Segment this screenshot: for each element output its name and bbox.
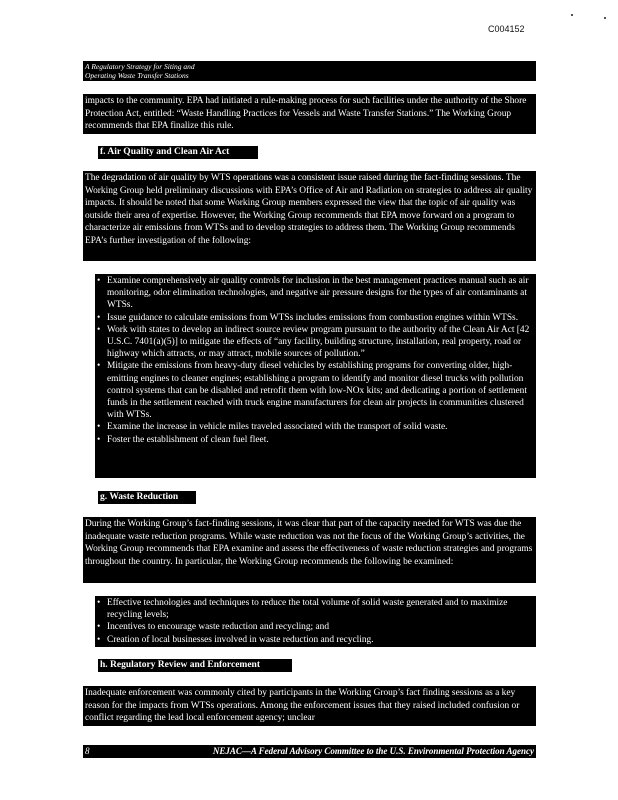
document-id: C004152 [488, 24, 525, 34]
waste-reduction-bullet-list [95, 596, 536, 647]
air-quality-bullet: • Mitigate the emissions from heavy-duty diesel vehicles by establishing programs for converting older, high-emitting engines to cleaner engines; establishing a program to identify and monitor diesel trucks with pollution control systems that can be disabled and retrofit them with low-NOx kits; and dedicating a portion of settlement funds in the settlement reached with truck engine manufacturers for clean air projects in communities clustered with WTSs. [97, 360, 534, 421]
air-quality-bullet: • Examine the increase in vehicle miles traveled associated with the transport of solid waste. [97, 421, 534, 433]
section-heading-air-quality: f. Air Quality and Clean Air Act [98, 146, 258, 159]
regulatory-review-paragraph: Inadequate enforcement was commonly cited by participants in the Working Group’s fact finding sessions as a key reason for the impacts from WTSs operations. Among the enforcement issues that they raised included confusion or conflict regarding the lead local enforcement agency; unclear [83, 686, 536, 726]
intro-paragraph: impacts to the community. EPA had initiated a rule-making process for such facilities under the authority of the Shore Protection Act, entitled: “Waste Handling Practices for Vessels and Waste Transfer Stations.” The Working Group recommends that EPA finalize this rule. [83, 94, 536, 134]
waste-reduction-bullet: • Creation of local businesses involved in waste reduction and recycling. [97, 634, 534, 646]
page-footer [83, 745, 536, 758]
running-head-line-2: Operating Waste Transfer Stations [85, 71, 189, 80]
waste-reduction-paragraph: During the Working Group’s fact-finding sessions, it was clear that part of the capacity needed for WTS was due the inadequate waste reduction programs. While waste reduction was not the focus of the Working Group’s activities, the Working Group recommends that EPA examine and assess the effectiveness of waste reduction strategies and programs throughout the country. In particular, the Working Group recommends the following be examined: [83, 517, 536, 583]
running-head-line-1: A Regulatory Strategy for Siting and [85, 62, 195, 71]
scan-speck [571, 14, 573, 16]
air-quality-paragraph: The degradation of air quality by WTS operations was a consistent issue raised during the fact-finding sessions. The Working Group held preliminary discussions with EPA’s Office of Air and Radiation on strategies to address air quality impacts. It should be noted that some Working Group members expressed the view that the topic of air quality was outside their area of expertise. However, the Working Group recommends that EPA move forward on a program to characterize air emissions from WTSs and to develop strategies to address them. The Working Group recommends EPA’s further investigation of the following: [83, 171, 536, 261]
footer-title: NEJAC—A Federal Advisory Committee to the U.S. Environmental Protection Agency [212, 746, 534, 756]
waste-reduction-bullet: • Incentives to encourage waste reduction and recycling; and [97, 621, 534, 633]
air-quality-bullet: • Examine comprehensively air quality controls for inclusion in the best management practices manual such as air monitoring, odor elimination technologies, and negative air pressure designs for the types of air contaminants at WTSs. [97, 275, 534, 312]
footer-page-number: 8 [85, 746, 90, 756]
section-heading-waste-reduction: g. Waste Reduction [98, 491, 196, 504]
air-quality-bullet: • Foster the establishment of clean fuel fleet. [97, 434, 534, 446]
air-quality-bullet: • Issue guidance to calculate emissions from WTSs includes emissions from combustion engines within WTSs. [97, 312, 534, 324]
air-quality-bullet: • Work with states to develop an indirect source review program pursuant to the authority of the Clean Air Act [42 U.S.C. 7401(a)(5)] to mitigate the effects of “any facility, building structure, installation, real property, road or highway which attracts, or may attract, mobile sources of pollution.” [97, 324, 534, 361]
waste-reduction-bullet: • Effective technologies and techniques to reduce the total volume of solid waste generated and to maximize recycling levels; [97, 597, 534, 621]
section-heading-regulatory-review: h. Regulatory Review and Enforcement [98, 659, 292, 672]
air-quality-bullet-list [95, 274, 536, 478]
running-head [83, 61, 536, 81]
scan-speck [604, 17, 606, 19]
